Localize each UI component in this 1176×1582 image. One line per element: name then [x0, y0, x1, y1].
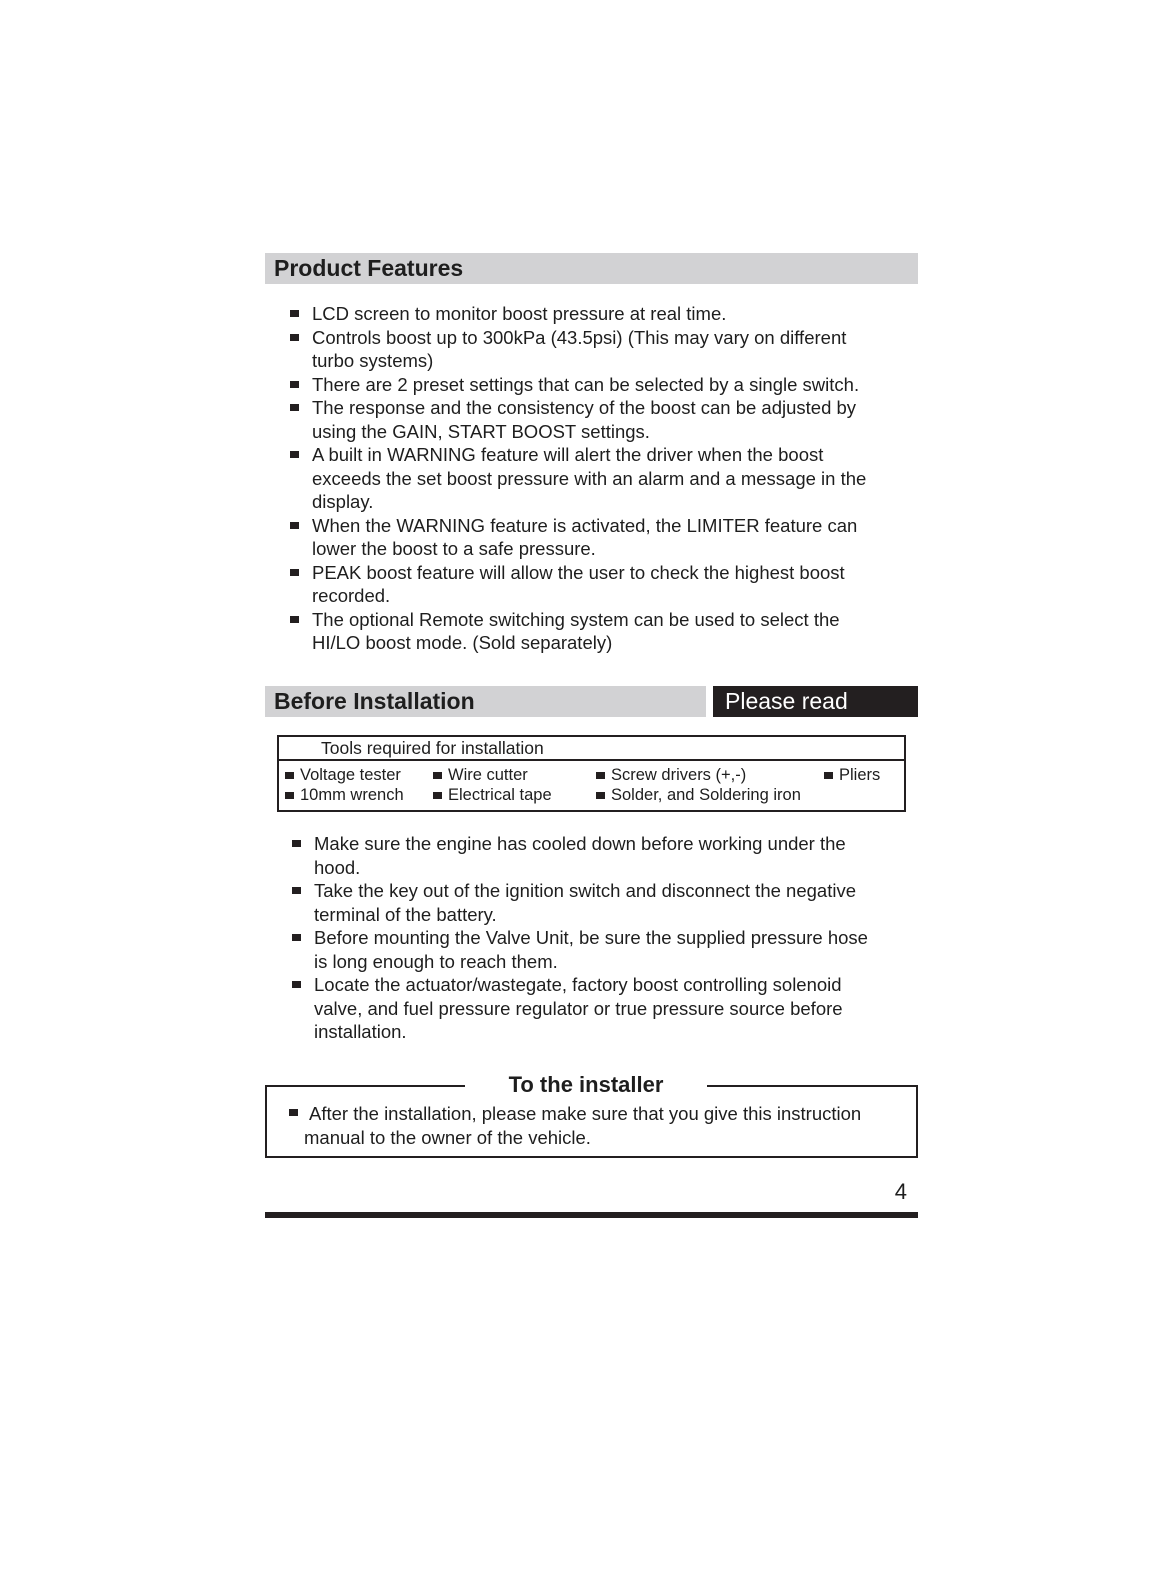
list-item: [289, 561, 909, 608]
please-read-notice: Please read: [713, 686, 918, 717]
list-item-line: lower the boost to a safe pressure.: [312, 538, 596, 559]
list-item-line: installation.: [314, 1021, 407, 1042]
bullet-square-icon: [292, 840, 301, 847]
list-item-line: Controls boost up to 300kPa (43.5psi) (This may vary on different: [312, 326, 847, 348]
list-item-line: When the WARNING feature is activated, the LIMITER feature can: [312, 514, 858, 536]
bullet-square-icon: [290, 310, 299, 317]
tool-item: Voltage tester: [285, 765, 401, 785]
list-item-line: exceeds the set boost pressure with an alarm and a message in the: [312, 467, 867, 489]
list-item-line: Take the key out of the ignition switch and disconnect the negative: [314, 880, 856, 901]
list-item: [291, 926, 911, 973]
before-installation-heading: Before Installation: [265, 686, 706, 717]
bullet-square-icon: [290, 334, 299, 341]
list-item: [289, 302, 909, 326]
installer-notice-text: After the installation, please make sure that you give this instruction manual to the owner of the vehicle.: [287, 1102, 897, 1149]
list-item-line: is long enough to reach them.: [314, 950, 558, 972]
bullet-square-icon: [290, 569, 299, 576]
bullet-square-icon: [289, 1109, 298, 1116]
list-item: [289, 514, 909, 561]
bullet-square-icon: [290, 616, 299, 623]
list-item-line: LCD screen to monitor boost pressure at real time.: [312, 303, 727, 324]
list-item: [289, 326, 909, 373]
list-item-line: Make sure the engine has cooled down before working under the: [314, 833, 846, 854]
list-item-line: using the GAIN, START BOOST settings.: [312, 420, 650, 442]
list-item-line: The optional Remote switching system can be used to select the: [312, 608, 840, 630]
bullet-square-icon: [433, 792, 442, 799]
bullet-square-icon: [596, 772, 605, 779]
product-features-heading: Product Features: [265, 253, 918, 284]
list-item: [289, 396, 909, 443]
list-item-line: valve, and fuel pressure regulator or true pressure source before: [314, 997, 843, 1019]
list-item-line: Before mounting the Valve Unit, be sure the supplied pressure hose: [314, 927, 868, 948]
list-item-line: A built in WARNING feature will alert the driver when the boost: [312, 444, 824, 465]
list-item-line: recorded.: [312, 585, 391, 606]
bullet-square-icon: [285, 792, 294, 799]
bullet-square-icon: [292, 887, 301, 894]
bullet-square-icon: [292, 934, 301, 941]
bullet-square-icon: [596, 792, 605, 799]
list-item-line: terminal of the battery.: [314, 903, 497, 925]
tool-item: Wire cutter: [433, 765, 528, 785]
list-item-line: hood.: [314, 856, 361, 878]
list-item-line: display.: [312, 491, 374, 512]
list-item-line: PEAK boost feature will allow the user to check the highest boost: [312, 561, 845, 583]
bullet-square-icon: [433, 772, 442, 779]
product-features-list: [289, 302, 909, 655]
bullet-square-icon: [290, 381, 299, 388]
footer-rule: [265, 1212, 918, 1218]
bullet-square-icon: [285, 772, 294, 779]
tool-item: Solder, and Soldering iron: [596, 785, 801, 805]
tool-item: Screw drivers (+,-): [596, 765, 746, 785]
tools-table: [277, 735, 906, 812]
page-number: 4: [894, 1179, 907, 1204]
before-installation-list: [291, 832, 911, 1044]
tools-table-title: Tools required for installation: [279, 737, 904, 761]
list-item: [289, 608, 909, 655]
list-item-line: The response and the consistency of the boost can be adjusted by: [312, 397, 857, 418]
bullet-square-icon: [290, 522, 299, 529]
list-item: [291, 879, 911, 926]
installer-notice-box: [265, 1072, 918, 1158]
list-item-line: There are 2 preset settings that can be selected by a single switch.: [312, 373, 860, 395]
list-item: [289, 373, 909, 397]
tool-item: Pliers: [824, 765, 880, 785]
bullet-square-icon: [290, 404, 299, 411]
tool-item: Electrical tape: [433, 785, 552, 805]
list-item: [291, 973, 911, 1044]
bullet-square-icon: [290, 451, 299, 458]
bullet-square-icon: [292, 981, 301, 988]
list-item-line: HI/LO boost mode. (Sold separately): [312, 632, 613, 653]
installer-notice-title: To the installer: [465, 1070, 707, 1100]
list-item: [291, 832, 911, 879]
bullet-square-icon: [824, 772, 833, 779]
list-item-line: turbo systems): [312, 350, 434, 371]
list-item-line: Locate the actuator/wastegate, factory boost controlling solenoid: [314, 974, 842, 995]
tool-item: 10mm wrench: [285, 785, 404, 805]
list-item: [289, 443, 909, 514]
